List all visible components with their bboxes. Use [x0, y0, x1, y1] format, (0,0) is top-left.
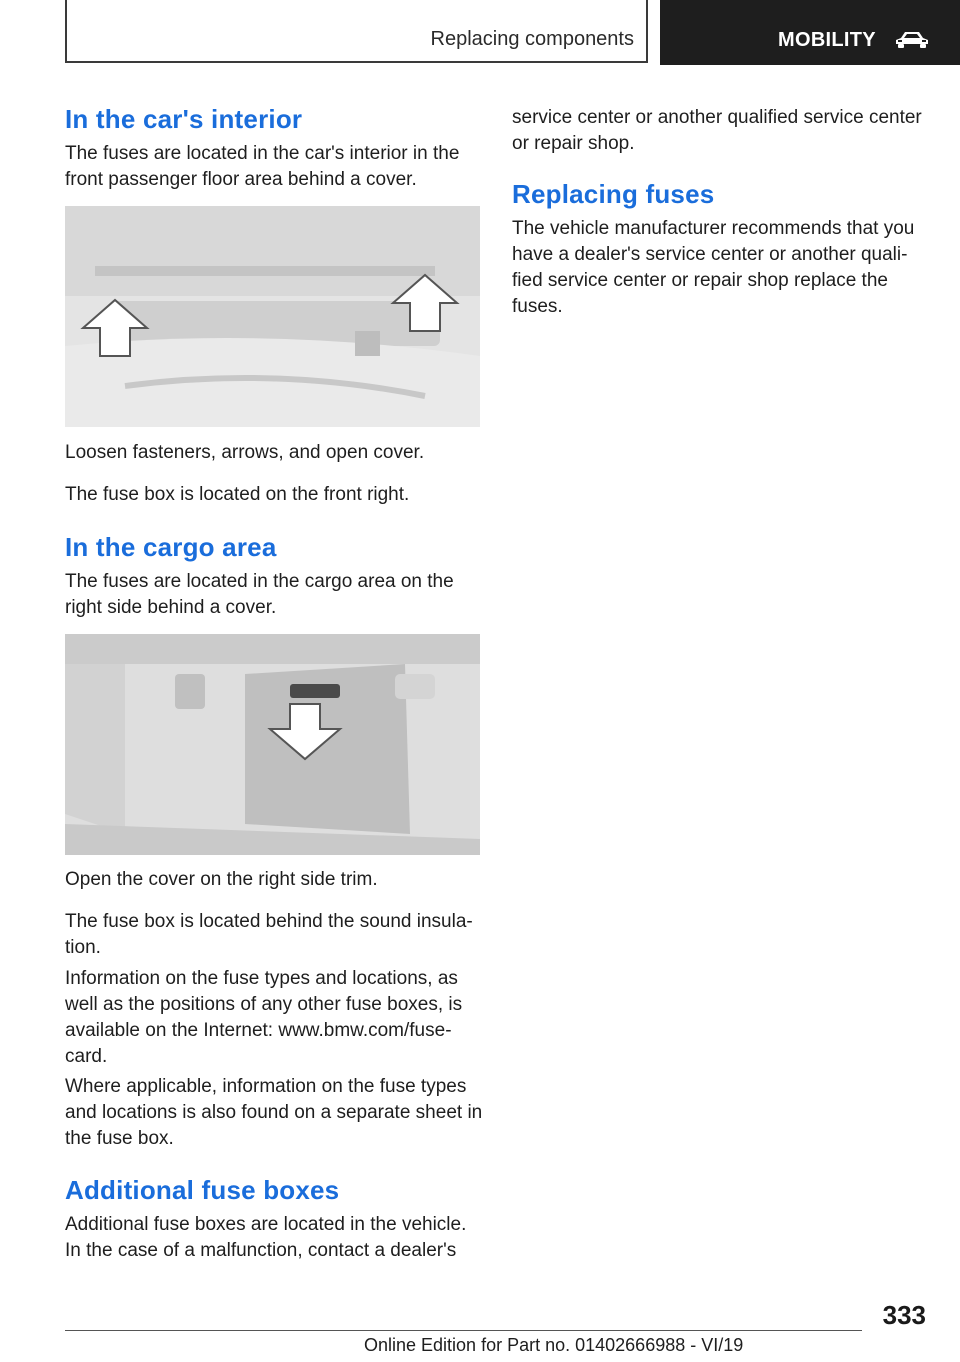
heading-interior: In the car's interior [65, 104, 303, 134]
paragraph-line: tion. [65, 937, 101, 958]
paragraph-line: In the case of a malfunction, contact a dealer's [65, 1240, 457, 1261]
paragraph-line: The fuses are located in the cargo area on the [65, 571, 454, 592]
paragraph-line: The fuses are located in the car's interior in the [65, 143, 460, 164]
paragraph-line: The fuse box is located on the front right. [65, 484, 410, 505]
heading-additional: Additional fuse boxes [65, 1175, 340, 1205]
paragraph-line: service center or another qualified service center [512, 107, 922, 128]
paragraph-line: Additional fuse boxes are located in the vehicle. [65, 1214, 467, 1235]
paragraph-line: fuses. [512, 296, 563, 317]
paragraph-line: Information on the fuse types and locations, as [65, 968, 458, 989]
figure-interior-cover [65, 206, 480, 427]
paragraph-line: the fuse box. [65, 1128, 174, 1149]
paragraph-line: front passenger floor area behind a cover. [65, 169, 417, 190]
header-section-tab [65, 0, 648, 63]
header-chapter-tab [660, 0, 960, 65]
footer-divider [65, 1330, 862, 1331]
paragraph-line: fied service center or repair shop replace the [512, 270, 888, 291]
heading-cargo: In the cargo area [65, 532, 277, 562]
paragraph-line: Loosen fasteners, arrows, and open cover. [65, 442, 425, 463]
footer-edition: Online Edition for Part no. 01402666988 - VI/19 [364, 1335, 744, 1355]
paragraph-line: available on the Internet: www.bmw.com/fuse‐ [65, 1020, 452, 1041]
paragraph-line: right side behind a cover. [65, 597, 277, 618]
paragraph-line: well as the positions of any other fuse boxes, is [65, 994, 463, 1015]
paragraph-line: Open the cover on the right side trim. [65, 869, 378, 890]
header-chapter-title: MOBILITY [778, 29, 876, 51]
header-section-title: Replacing components [430, 28, 634, 50]
figure-cargo-cover [65, 634, 480, 855]
paragraph-line: or repair shop. [512, 133, 635, 154]
paragraph-line: The vehicle manufacturer recommends that you [512, 218, 915, 239]
paragraph-line: Where applicable, information on the fuse types [65, 1076, 467, 1097]
page-number: 333 [882, 1300, 926, 1330]
paragraph-line: and locations is also found on a separate sheet in [65, 1102, 483, 1123]
paragraph-line: card. [65, 1046, 108, 1067]
heading-replacing: Replacing fuses [512, 179, 715, 209]
paragraph-line: The fuse box is located behind the sound insula‐ [65, 911, 473, 932]
car-icon [892, 28, 932, 52]
paragraph-line: have a dealer's service center or another quali‐ [512, 244, 908, 265]
